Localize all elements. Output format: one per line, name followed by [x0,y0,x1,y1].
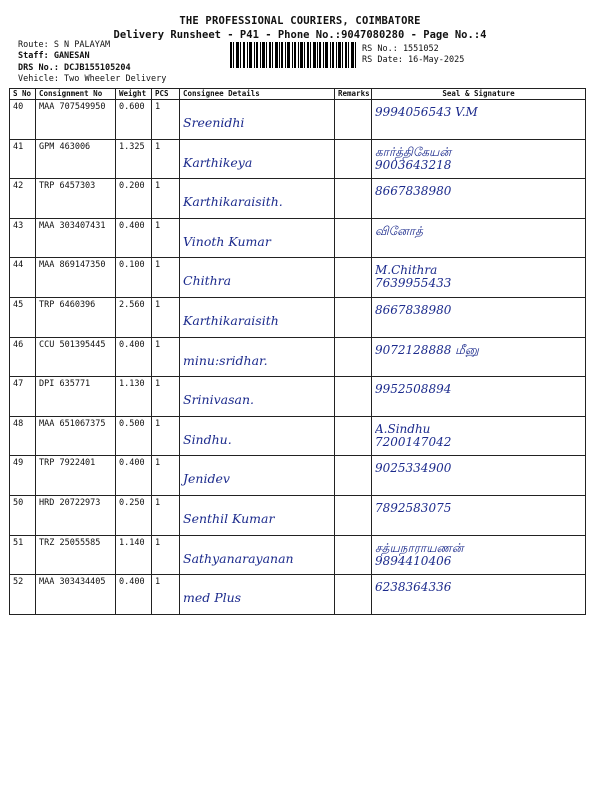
consignee-cell [180,100,335,140]
table-row [10,416,586,456]
col-seal: Seal & Signature [372,89,586,100]
signature-line-1: M.Chithra [375,264,438,278]
consignee-handwritten: Karthikeya [183,154,253,170]
consignee-cell [180,495,335,535]
consignee-cell [180,218,335,258]
pcs-cell: 1 [152,139,180,179]
remarks-cell [335,337,372,377]
table-row [10,139,586,179]
signature-line-1: 8667838980 [375,185,452,199]
col-consignment: Consignment No [36,89,116,100]
signature-line-1: 8667838980 [375,303,452,317]
remarks-cell [335,535,372,575]
signature-line-2: 9894410406 [375,553,452,568]
signature-line-1: 6238364336 [375,581,452,595]
remarks-cell [335,416,372,456]
pcs-cell: 1 [152,416,180,456]
consignee-handwritten: Vinoth Kumar [183,233,271,249]
signature-line-1: சத்யநாராயணன் [375,541,464,555]
pcs-cell: 1 [152,495,180,535]
col-remarks: Remarks [335,89,372,100]
weight-cell: 1.130 [116,377,152,417]
signature-cell [372,377,586,417]
rs-number: RS No.: 1551052 [362,44,439,54]
consignee-handwritten: Karthikaraisith [183,312,279,328]
weight-cell: 1.140 [116,535,152,575]
sno-cell: 47 [10,377,36,417]
weight-cell: 0.600 [116,100,152,140]
consignment-cell: TRZ 25055585 [36,535,116,575]
consignee-handwritten: Chithra [183,273,232,289]
sno-cell: 49 [10,456,36,496]
remarks-cell [335,258,372,298]
signature [375,502,582,515]
col-consignee: Consignee Details [180,89,335,100]
consignment-cell: MAA 303434405 [36,575,116,615]
signature-line-2: 9025334900 [375,462,452,476]
pcs-cell: 1 [152,535,180,575]
table-header-row [10,89,586,100]
signature [375,185,582,198]
consignee-cell [180,258,335,298]
consignee-cell [180,416,335,456]
consignee-handwritten: Srinivasan. [183,392,254,408]
weight-cell: 0.400 [116,337,152,377]
signature-cell [372,218,586,258]
weight-cell: 1.325 [116,139,152,179]
pcs-cell: 1 [152,258,180,298]
signature-line-1: 9952508894 [375,383,452,397]
consignee-handwritten: med Plus [183,590,242,606]
weight-cell: 0.400 [116,456,152,496]
remarks-cell [335,179,372,219]
consignee-handwritten: Jenidev [183,471,230,487]
signature-cell [372,258,586,298]
signature [375,542,582,568]
table-row [10,495,586,535]
consignment-cell: MAA 303407431 [36,218,116,258]
pcs-cell: 1 [152,100,180,140]
signature-line-1: 7892583075 [375,501,452,515]
drs-number: DRS No.: DCJB155105204 [18,63,131,73]
pcs-cell: 1 [152,218,180,258]
pcs-cell: 1 [152,456,180,496]
remarks-cell [335,297,372,337]
table-row [10,575,586,615]
consignee-handwritten: Karthikaraisith. [183,194,283,210]
runsheet-title: Delivery Runsheet - P41 - Phone No.:9047080280 - Page No.:4 [113,29,487,41]
signature-line-1: 9994056543 V.M [375,106,478,119]
weight-cell: 2.560 [116,297,152,337]
signature-line-2: 7639955433 [375,276,452,291]
consignee-cell [180,297,335,337]
consignment-cell: CCU 501395445 [36,337,116,377]
remarks-cell [335,456,372,496]
consignee-handwritten: Senthil Kumar [183,510,275,526]
table-row [10,100,586,140]
remarks-cell [335,575,372,615]
weight-cell: 0.400 [116,575,152,615]
consignment-cell: GPM 463006 [36,139,116,179]
consignment-cell: TRP 6457303 [36,179,116,219]
consignee-handwritten: minu:sridhar. [183,352,268,368]
signature-cell [372,575,586,615]
signature-line-2: 7200147042 [375,434,452,449]
signature-cell [372,456,586,496]
signature [375,383,582,396]
signature-cell [372,535,586,575]
signature [375,304,582,317]
table-row [10,535,586,575]
sno-cell: 40 [10,100,36,140]
consignment-cell: DPI 635771 [36,377,116,417]
consignee-handwritten: Sathyanarayanan [183,550,294,566]
sno-cell: 48 [10,416,36,456]
table-row [10,258,586,298]
remarks-cell [335,100,372,140]
sno-cell: 46 [10,337,36,377]
pcs-cell: 1 [152,179,180,219]
pcs-cell: 1 [152,575,180,615]
weight-cell: 0.250 [116,495,152,535]
consignee-cell [180,179,335,219]
consignee-handwritten: Sindhu. [183,431,232,447]
consignment-cell: MAA 707549950 [36,100,116,140]
pcs-cell: 1 [152,377,180,417]
rs-info [362,44,464,66]
signature [375,581,582,594]
table-row [10,377,586,417]
signature-cell [372,416,586,456]
staff: Staff: GANESAN [18,51,90,61]
signature [375,344,582,357]
consignee-cell [180,535,335,575]
consignment-cell: TRP 6460396 [36,297,116,337]
signature [375,462,582,475]
consignee-cell [180,337,335,377]
sno-cell: 45 [10,297,36,337]
table-row [10,337,586,377]
remarks-cell [335,139,372,179]
table-row [10,218,586,258]
table-row [10,179,586,219]
rs-date: RS Date: 16-May-2025 [362,55,465,65]
signature-cell [372,337,586,377]
signature-cell [372,495,586,535]
signature [375,225,582,238]
sno-cell: 43 [10,218,36,258]
signature-cell [372,139,586,179]
sno-cell: 51 [10,535,36,575]
table-row [10,297,586,337]
signature-line-1: கார்த்திகேயன் [375,145,451,159]
sno-cell: 50 [10,495,36,535]
signature [375,146,582,172]
remarks-cell [335,377,372,417]
col-pcs: PCS [152,89,180,100]
vehicle: Vehicle: Two Wheeler Delivery [18,74,167,84]
signature-cell [372,297,586,337]
weight-cell: 0.400 [116,218,152,258]
signature-line-1: A.Sindhu [375,422,431,436]
consignee-cell [180,377,335,417]
consignee-cell [180,575,335,615]
table-body [10,100,586,615]
signature-line-1: 9072128888 மீனு [375,343,479,357]
signature-cell [372,100,586,140]
consignment-cell: MAA 869147350 [36,258,116,298]
col-sno: S No [10,89,36,100]
signature [375,423,582,449]
consignment-cell: TRP 7922401 [36,456,116,496]
route: Route: S N PALAYAM [18,40,111,50]
consignment-cell: MAA 651067375 [36,416,116,456]
barcode [230,42,356,68]
consignment-cell: HRD 20722973 [36,495,116,535]
weight-cell: 0.500 [116,416,152,456]
pcs-cell: 1 [152,337,180,377]
signature-line-1: வினோத் [375,224,423,238]
col-weight: Weight [116,89,152,100]
sno-cell: 41 [10,139,36,179]
signature-line-2: 9003643218 [375,157,452,172]
table-row [10,456,586,496]
pcs-cell: 1 [152,297,180,337]
sno-cell: 42 [10,179,36,219]
remarks-cell [335,218,372,258]
runsheet-table [9,88,586,615]
weight-cell: 0.100 [116,258,152,298]
signature-cell [372,179,586,219]
company-name: THE PROFESSIONAL COURIERS, COIMBATORE [179,15,421,27]
consignee-handwritten: Sreenidhi [183,115,245,130]
signature [375,264,582,290]
sno-cell: 44 [10,258,36,298]
sno-cell: 52 [10,575,36,615]
consignee-cell [180,139,335,179]
remarks-cell [335,495,372,535]
signature [375,106,582,119]
weight-cell: 0.200 [116,179,152,219]
consignee-cell [180,456,335,496]
